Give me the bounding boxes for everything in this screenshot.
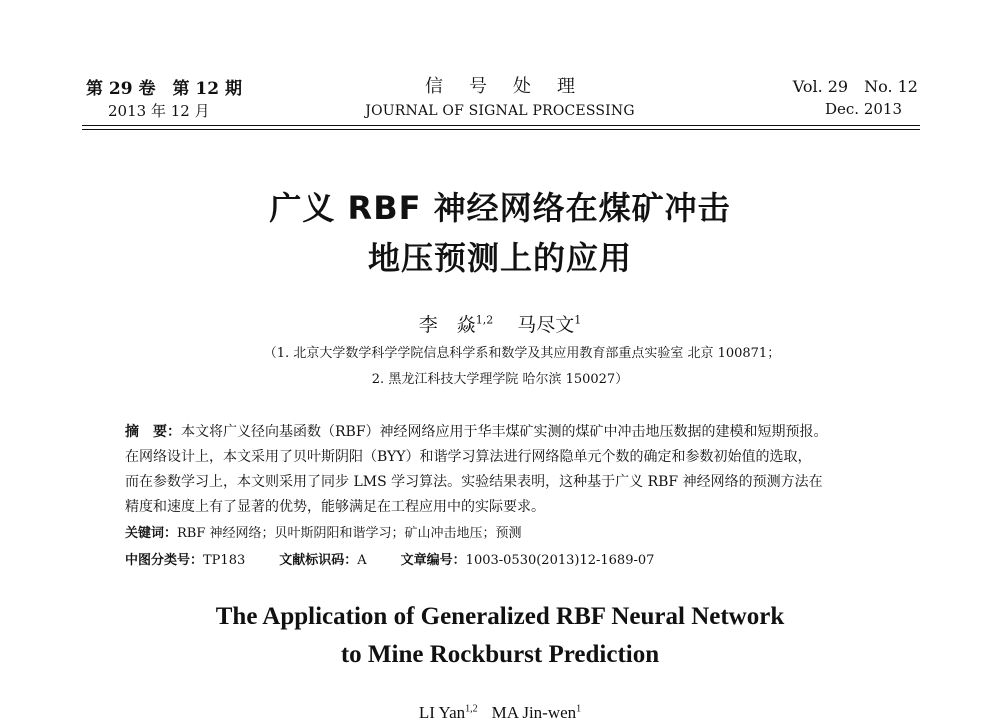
date-cn: 2013 年 12 月 <box>108 102 210 120</box>
abstract-line4: 精度和速度上有了显著的优势，能够满足在工程应用中的实际要求。 <box>125 499 545 515</box>
doc-code-value: A <box>357 553 367 568</box>
author-en-1-affil: 1,2 <box>465 703 478 715</box>
affiliation-line1: （1. 北京大学数学科学学院信息科学系和数学及其应用教育部重点实验室 北京 100871； <box>263 346 781 361</box>
author-cn-2-affil: 1 <box>574 313 582 327</box>
title-cn-line2: 地压预测上的应用 <box>367 239 632 277</box>
article-number-label: 文章编号： <box>400 553 466 568</box>
journal-name-en: JOURNAL OF SIGNAL PROCESSING <box>365 103 635 119</box>
abstract-text-1: 本文将广义径向基函数（RBF）神经网络应用于华丰煤矿实测的煤矿中冲击地压数据的建模和短期预报。 <box>181 424 828 440</box>
header-rule-thick <box>82 125 920 126</box>
title-cn-line1: 广义 RBF 神经网络在煤矿冲击 <box>269 189 731 227</box>
authors-cn <box>0 310 1000 337</box>
author-en-1: LI Yan <box>418 703 466 722</box>
volume-issue-en: Vol. 29 No. 12 <box>792 77 918 96</box>
abstract-line1 <box>125 421 828 441</box>
header-rule-thin <box>82 129 920 130</box>
author-en-2-affil: 1 <box>576 703 582 715</box>
article-number-value: 1003-0530(2013)12-1689-07 <box>465 553 655 568</box>
doc-code-label: 文献标识码： <box>279 553 358 568</box>
clc-value: TP183 <box>203 553 246 568</box>
classification-line <box>125 549 654 568</box>
author-cn-1: 李 焱 <box>418 314 476 336</box>
date-en: Dec. 2013 <box>824 100 902 118</box>
volume-issue-cn: 第 29 卷 第 12 期 <box>86 79 242 99</box>
author-cn-1-affil: 1,2 <box>475 313 494 327</box>
clc-label: 中图分类号： <box>125 553 204 568</box>
abstract-line2: 在网络设计上，本文采用了贝叶斯阴阳（BYY）和谐学习算法进行网络隐单元个数的确定和参数初始值的选取， <box>125 449 812 465</box>
abstract-label: 摘 要： <box>125 424 181 440</box>
keywords <box>125 522 522 541</box>
journal-name-cn: 信号处理 <box>425 76 601 97</box>
authors-en <box>0 703 1000 723</box>
affiliation-line2: 2. 黑龙江科技大学理学院 哈尔滨 150027） <box>371 372 629 387</box>
author-cn-2: 马尽文 <box>517 314 575 336</box>
abstract-line3: 而在参数学习上，本文则采用了同步 LMS 学习算法。实验结果表明，这种基于广义 RBF 神经网络的预测方法在 <box>125 474 823 490</box>
keywords-label: 关键词： <box>125 526 178 541</box>
title-en-line2: to Mine Rockburst Prediction <box>340 641 660 668</box>
keywords-value: RBF 神经网络；贝叶斯阴阳和谐学习；矿山冲击地压；预测 <box>177 526 522 541</box>
title-en-line1: The Application of Generalized RBF Neural Network <box>215 603 785 630</box>
author-en-2: MA Jin-wen <box>491 703 577 722</box>
